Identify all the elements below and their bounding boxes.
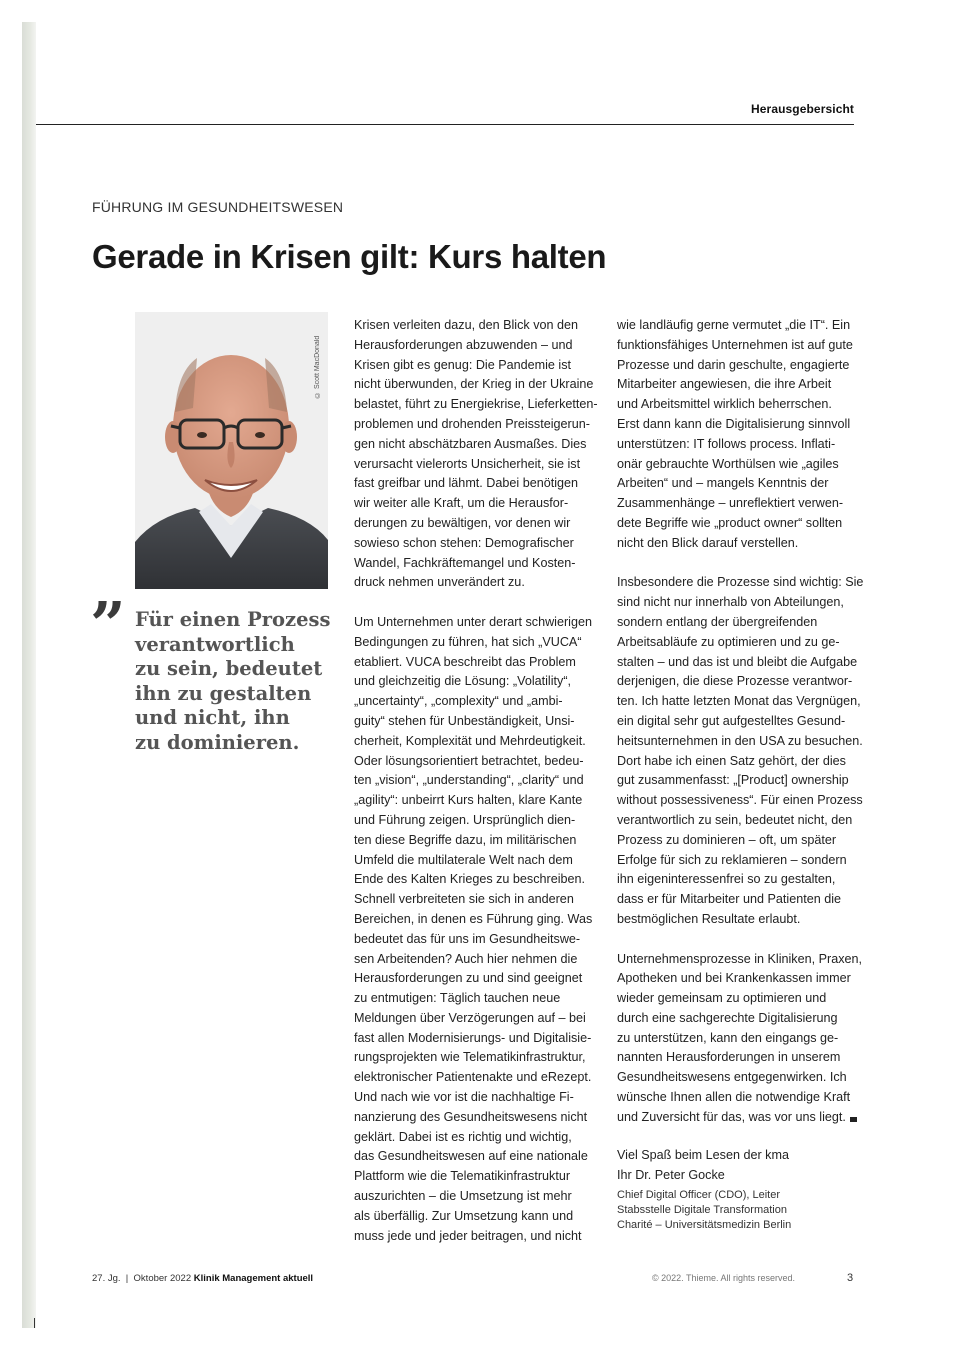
body-text-line: fast greifbar und lähmt. Dabei benötigen bbox=[354, 476, 579, 491]
pull-quote-line: zu dominieren. bbox=[135, 730, 300, 754]
body-text-line: wieder gemeinsam zu optimieren und bbox=[617, 991, 827, 1006]
body-text-line: Wandel, Fachkräftemangel und Kosten- bbox=[354, 555, 576, 570]
body-text-line: Ende des Kalten Krieges zu beschreiben. bbox=[354, 872, 586, 887]
body-text-line: sind nicht nur innerhalb von Abteilungen, bbox=[617, 595, 844, 610]
signature-role: Charité – Universitätsmedizin Berlin bbox=[617, 1219, 792, 1232]
body-column-1 bbox=[354, 316, 598, 1246]
footer-issue bbox=[92, 1273, 313, 1284]
body-text-line: verantwortlich zu sein, bedeutet nicht, den bbox=[617, 812, 853, 827]
paragraph-gap bbox=[354, 593, 592, 613]
body-column-2 bbox=[617, 316, 864, 1128]
body-text-line: auszurichten – die Umsetzung ist mehr bbox=[354, 1189, 572, 1204]
paragraph-gap bbox=[617, 554, 855, 574]
paragraph-gap bbox=[617, 930, 855, 950]
body-text-line: und Führung zeigen. Ursprünglich dien- bbox=[354, 812, 576, 827]
article-kicker: FÜHRUNG IM GESUNDHEITSWESEN bbox=[92, 199, 344, 215]
body-text-line: Unternehmensprozesse in Kliniken, Praxen, bbox=[617, 951, 863, 966]
body-text-line: gut zusammenfasst: „[Product] ownership bbox=[617, 773, 849, 788]
body-text-line: ten diese Begriffe dazu, im militärischen bbox=[354, 832, 577, 847]
body-text-line: Erfolge für sich zu reklamieren – sondern bbox=[617, 852, 847, 867]
signature-role: Stabsstelle Digitale Transformation bbox=[617, 1204, 787, 1217]
photo-credit: © Scott MacDonald bbox=[314, 335, 321, 398]
body-text-line: Bedingungen zu führen, hat sich „VUCA“ bbox=[354, 634, 582, 649]
body-text-line: without possessiveness“. Für einen Prozess bbox=[617, 793, 863, 808]
body-text-line: dass er für Mitarbeiter und Patienten die bbox=[617, 892, 842, 907]
body-text-line: Insbesondere die Prozesse sind wichtig: Sie bbox=[617, 575, 864, 590]
signature-role: Chief Digital Officer (CDO), Leiter bbox=[617, 1189, 781, 1202]
body-text-line: bestmöglichen Resultate erlaubt. bbox=[617, 911, 801, 926]
body-text-line: fast allen Modernisierungs- und Digitalisie- bbox=[354, 1030, 592, 1045]
body-text-line: gen nicht abschätzbaren Ausmaßes. Dies bbox=[354, 436, 587, 451]
body-text-line: Dort habe ich einen Satz gehört, der dies bbox=[617, 753, 846, 768]
header-divider bbox=[36, 124, 854, 125]
body-text-line: derungen zu bewältigen, vor denen wir bbox=[354, 515, 571, 530]
body-text-line: muss jede und jeder beitragen, und nicht bbox=[354, 1228, 582, 1243]
body-text-line: sowieso schon stehen: Demografischer bbox=[354, 535, 574, 550]
body-text-line: und Arbeitsmittel wirklich beherrschen. bbox=[617, 397, 832, 412]
author-portrait bbox=[135, 312, 328, 589]
body-text-line: wünsche Ihnen allen die notwendige Kraft bbox=[617, 1090, 851, 1105]
body-text-line: bedeutet das für uns im Gesundheitswe- bbox=[354, 931, 581, 946]
body-text-line: derjenigen, die diese Prozesse verantwor- bbox=[617, 674, 853, 689]
body-text-line: Prozesse und darin geschulte, engagierte bbox=[617, 357, 850, 372]
body-text-line: nannten Herausforderungen in unserem bbox=[617, 1050, 841, 1065]
body-text-line: ein digital sehr gut aufgestelltes Gesund- bbox=[617, 713, 846, 728]
body-text-line: Schnell verbreiteten sie sich in anderen bbox=[354, 892, 574, 907]
signature-greeting: Viel Spaß beim Lesen der kma bbox=[617, 1148, 789, 1162]
signature-name: Ihr Dr. Peter Gocke bbox=[617, 1167, 725, 1182]
body-text-line: wie landläufig gerne vermutet „die IT“. Ein bbox=[617, 318, 851, 332]
quote-icon: ” bbox=[90, 588, 126, 661]
page-number: 3 bbox=[847, 1272, 854, 1284]
body-text-line: unterstützen: IT follows process. Inflati- bbox=[617, 436, 836, 451]
body-text-line: ten „vision“, „understanding“, „clarity“ und bbox=[354, 773, 584, 788]
body-text-line: Krisen gibt es genug: Die Pandemie ist bbox=[354, 357, 572, 372]
pull-quote-line: ihn zu gestalten bbox=[135, 681, 312, 705]
body-text-line: Meldungen über Verzögerungen auf – bei bbox=[354, 1010, 586, 1025]
body-text-line: Herausforderungen abzuwenden – und bbox=[354, 337, 573, 352]
crop-mark bbox=[34, 1318, 35, 1328]
body-text-line: nicht den Blick darauf verstellen. bbox=[617, 535, 799, 550]
body-text-line: Plattform wie die Telematikinfrastruktur bbox=[354, 1169, 571, 1184]
body-text-line: Und nach wie vor ist die nachhaltige Fi- bbox=[354, 1090, 574, 1105]
body-text-line: Bereichen, in denen es Führung ging. Was bbox=[354, 911, 593, 926]
body-text-line: Prozess zu dominieren – oft, um später bbox=[617, 832, 837, 847]
body-text-line: Herausforderungen zu und sind geeignet bbox=[354, 971, 583, 986]
body-text-line: Krisen verleiten dazu, den Blick von den bbox=[354, 318, 579, 332]
body-text-line: „uncertainty“, „complexity“ und „ambi- bbox=[354, 694, 563, 709]
body-text-line: Apotheken und bei Krankenkassen immer bbox=[617, 971, 851, 986]
body-text-line: Erst dann kann die Digitalisierung sinnvoll bbox=[617, 416, 851, 431]
body-text-line: Um Unternehmen unter derart schwierigen bbox=[354, 614, 592, 629]
body-text-line: elektronischer Patientenakte und eRezept. bbox=[354, 1070, 592, 1085]
body-text-line: onär gebrauchte Worthülsen wie „agiles bbox=[617, 456, 839, 471]
body-text-line: rungsprojekten wie Telematikinfrastruktur, bbox=[354, 1050, 586, 1065]
body-text-line: heitsunternehmen in den USA zu besuchen. bbox=[617, 733, 863, 748]
body-text-line: als überfällig. Zur Umsetzung kann und bbox=[354, 1208, 574, 1223]
body-text-line: cherheit, Komplexität und Mehrdeutigkeit. bbox=[354, 733, 586, 748]
body-text-line: verursacht vielerorts Unsicherheit, sie ist bbox=[354, 456, 581, 471]
body-text-line: wir weiter alle Kraft, um die Herausfor- bbox=[354, 496, 569, 511]
article-end-mark bbox=[850, 1117, 857, 1122]
portrait-illustration bbox=[135, 312, 328, 589]
footer-magazine: Klinik Management aktuell bbox=[193, 1273, 314, 1284]
body-text-line: geklärt. Dabei ist es richtig und wichtig, bbox=[354, 1129, 572, 1144]
body-text-line: Oder lösungsorientiert betrachtet, bedeu- bbox=[354, 753, 584, 768]
body-text-line: „agility“: unbeirrt Kurs halten, klare Kante bbox=[354, 793, 583, 808]
body-text-line: nicht überwunden, der Krieg in der Ukraine bbox=[354, 377, 594, 392]
body-text-line: Zusammenhänge – unreflektiert verwen- bbox=[617, 496, 844, 511]
page-edge-strip bbox=[22, 22, 36, 1328]
body-text-line: nanzierung des Gesundheitswesens nicht bbox=[354, 1109, 588, 1124]
article-title: Gerade in Krisen gilt: Kurs halten bbox=[92, 238, 607, 275]
body-text-line: ihn eigeninteressenfrei so zu gestalten, bbox=[617, 872, 836, 887]
section-label: Herausgebersicht bbox=[751, 102, 854, 116]
body-text-line: zu unterstützen, kann den eingangs ge- bbox=[617, 1030, 839, 1045]
body-text-line: das Gesundheitswesen auf eine nationale bbox=[354, 1149, 588, 1164]
pull-quote-line: verantwortlich bbox=[135, 632, 295, 656]
body-text-line: guity“ stehen für Unbeständigkeit, Unsi- bbox=[354, 713, 575, 728]
body-text-line: ten. Ich hatte letzten Monat das Vergnügen, bbox=[617, 694, 861, 709]
body-text-line: und Zuversicht für das, was vor uns liegt. bbox=[617, 1108, 855, 1128]
footer-copyright: © 2022. Thieme. All rights reserved. bbox=[652, 1273, 796, 1283]
body-text-line: zu entmutigen: Täglich tauchen neue bbox=[354, 991, 561, 1006]
body-text-line: problemen und drohenden Preissteigerun- bbox=[354, 416, 590, 431]
pull-quote-line: zu sein, bedeutet bbox=[135, 657, 323, 680]
body-text-line: durch eine sachgerechte Digitalisierung bbox=[617, 1010, 838, 1025]
body-text-line: Umfeld die multilaterale Welt nach dem bbox=[354, 852, 573, 867]
body-text-line: sondern entlang der übergreifenden bbox=[617, 614, 818, 629]
body-text-line: belastet, führt zu Energiekrise, Lieferketten- bbox=[354, 397, 598, 412]
body-text-line: sen Arbeitenden? Auch hier nehmen die bbox=[354, 951, 578, 966]
body-text-line: und gleichzeitig die Lösung: „Volatility“, bbox=[354, 674, 572, 689]
signature-block bbox=[617, 1146, 855, 1233]
body-text-line: Arbeiten“ und – mangels Kenntnis der bbox=[617, 476, 829, 491]
body-text-line: Arbeitsabläufe zu optimieren und zu ge- bbox=[617, 634, 840, 649]
pull-quote bbox=[135, 608, 331, 755]
body-text-line: dete Begriffe wie „product owner“ sollten bbox=[617, 515, 843, 530]
body-text-line: Mitarbeiter angewiesen, die ihre Arbeit bbox=[617, 377, 832, 392]
body-text-line: stalten – und das ist und bleibt die Aufgabe bbox=[617, 654, 858, 669]
body-text-line: druck nehmen unverändert zu. bbox=[354, 575, 525, 590]
body-text-line: Gesundheitswesens entgegenwirken. Ich bbox=[617, 1070, 847, 1085]
pull-quote-line: Für einen Prozess bbox=[135, 608, 331, 631]
body-text-line: etabliert. VUCA beschreibt das Problem bbox=[354, 654, 576, 669]
footer-issue-text: 27. Jg. | Oktober 2022 bbox=[92, 1273, 192, 1284]
body-text-line: funktionsfähiges Unternehmen ist auf gute bbox=[617, 337, 853, 352]
pull-quote-line: und nicht, ihn bbox=[135, 706, 290, 729]
